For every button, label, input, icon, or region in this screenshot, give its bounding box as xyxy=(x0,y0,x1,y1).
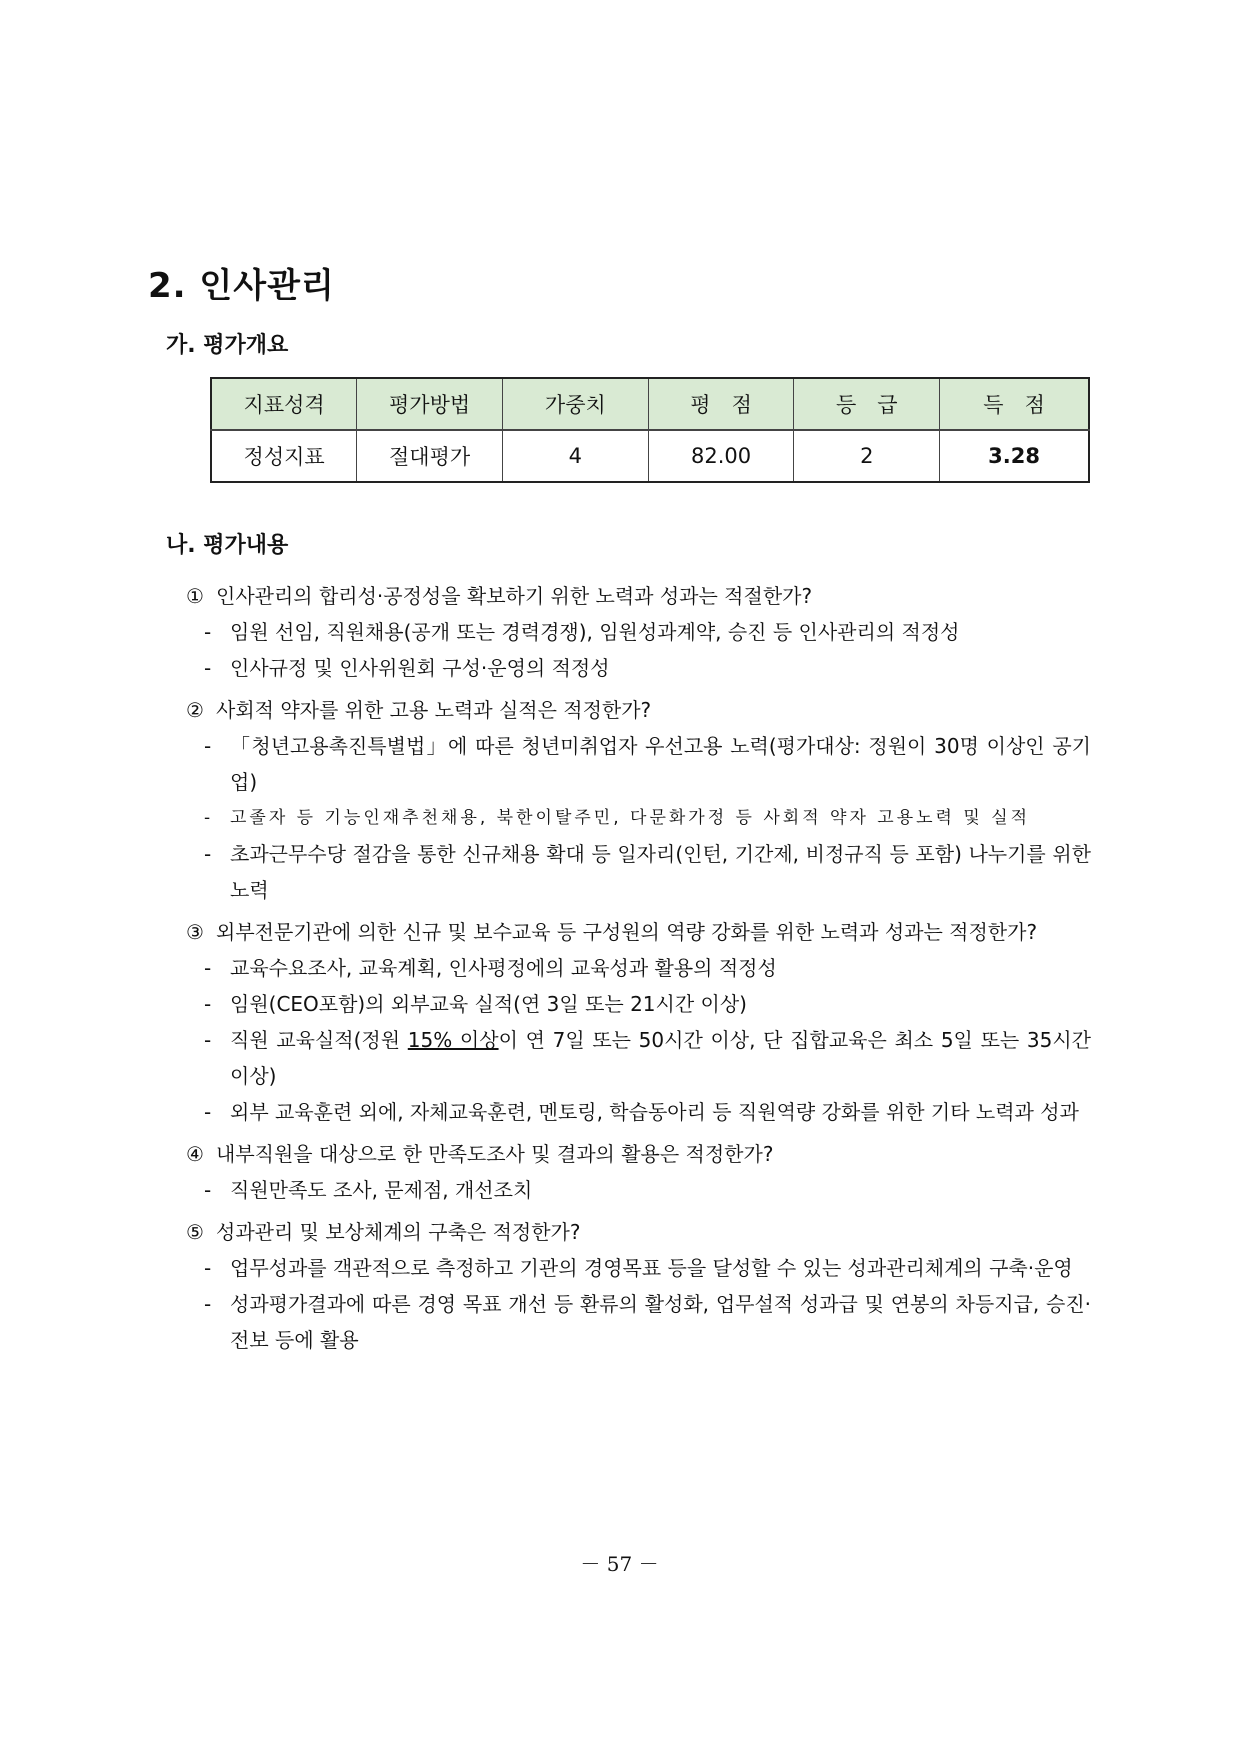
header-cell: 가중치 xyxy=(502,378,648,430)
evaluation-content xyxy=(186,578,1091,1364)
question xyxy=(186,914,1091,950)
question-number: ③ xyxy=(186,920,204,944)
header-cell: 지표성격 xyxy=(211,378,357,430)
subhead-evaluation-overview: 가. 평가개요 xyxy=(166,333,289,358)
bullet-item: - 인사규정 및 인사위원회 구성·운영의 적정성 xyxy=(186,650,1091,686)
question xyxy=(186,692,1091,728)
dash-marker: - xyxy=(204,1256,212,1280)
header-cell: 평 점 xyxy=(648,378,794,430)
dash-marker: - xyxy=(204,1100,212,1124)
question-text: 사회적 약자를 위한 고용 노력과 실적은 적정한가? xyxy=(216,698,652,722)
table-cell: 절대평가 xyxy=(357,430,503,482)
question-number: ② xyxy=(186,698,204,722)
dash-marker: - xyxy=(204,956,212,980)
dash-marker: - xyxy=(204,734,212,758)
dash-marker: - xyxy=(204,1028,212,1052)
question-number: ⑤ xyxy=(186,1220,204,1244)
question xyxy=(186,578,1091,614)
dash-marker: - xyxy=(204,842,212,866)
dash-marker: - xyxy=(204,656,212,680)
bullet-item: - 직원만족도 조사, 문제점, 개선조치 xyxy=(186,1172,1091,1208)
question-group xyxy=(186,692,1091,908)
dash-marker: - xyxy=(204,1292,212,1316)
bullet-item: - 임원 선임, 직원채용(공개 또는 경력경쟁), 임원성과계약, 승진 등 인사관리의 적정성 xyxy=(186,614,1091,650)
bullet-item: - 고졸자 등 기능인재추천채용, 북한이탈주민, 다문화가정 등 사회적 약자 고용노력 및 실적 xyxy=(186,800,1091,836)
table-cell: 2 xyxy=(794,430,940,482)
question-text: 외부전문기관에 의한 신규 및 보수교육 등 구성원의 역량 강화를 위한 노력과 성과는 적정한가? xyxy=(216,920,1038,944)
dash-marker: - xyxy=(204,1178,212,1202)
page-number: － 57 － xyxy=(580,1552,659,1576)
question-text: 내부직원을 대상으로 한 만족도조사 및 결과의 활용은 적정한가? xyxy=(216,1142,774,1166)
bullet-item: - 직원 교육실적(정원 15% 이상이 연 7일 또는 50시간 이상, 단 집합교육은 최소 5일 또는 35시간 이상) xyxy=(186,1022,1091,1094)
bullet-item: - 초과근무수당 절감을 통한 신규채용 확대 등 일자리(인턴, 기간제, 비정규직 등 포함) 나누기를 위한 노력 xyxy=(186,836,1091,908)
dash-marker: - xyxy=(204,808,214,828)
subhead-evaluation-content: 나. 평가내용 xyxy=(166,533,289,558)
question-group xyxy=(186,1214,1091,1358)
header-cell: 평가방법 xyxy=(357,378,503,430)
question xyxy=(186,1214,1091,1250)
bullet-item: - 성과평가결과에 따른 경영 목표 개선 등 환류의 활성화, 업무설적 성과급 및 연봉의 차등지급, 승진·전보 등에 활용 xyxy=(186,1286,1091,1358)
question-number: ④ xyxy=(186,1142,204,1166)
table-row xyxy=(211,430,1089,482)
underlined-text: 15% 이상 xyxy=(407,1028,499,1052)
bullet-item: - 교육수요조사, 교육계획, 인사평정에의 교육성과 활용의 적정성 xyxy=(186,950,1091,986)
question-text: 인사관리의 합리성·공정성을 확보하기 위한 노력과 성과는 적절한가? xyxy=(216,584,813,608)
question-group xyxy=(186,914,1091,1130)
question xyxy=(186,1136,1091,1172)
bullet-item: - 「청년고용촉진특별법」에 따른 청년미취업자 우선고용 노력(평가대상: 정원이 30명 이상인 공기업) xyxy=(186,728,1091,800)
table-cell-score: 3.28 xyxy=(940,430,1089,482)
dash-marker: - xyxy=(204,992,212,1016)
bullet-item: - 임원(CEO포함)의 외부교육 실적(연 3일 또는 21시간 이상) xyxy=(186,986,1091,1022)
question-group xyxy=(186,578,1091,686)
table-cell: 정성지표 xyxy=(211,430,357,482)
question-group xyxy=(186,1136,1091,1208)
table-header-row xyxy=(211,378,1089,430)
bullet-item: - 외부 교육훈련 외에, 자체교육훈련, 멘토링, 학습동아리 등 직원역량 강화를 위한 기타 노력과 성과 xyxy=(186,1094,1091,1130)
section-title: 2. 인사관리 xyxy=(148,266,335,306)
header-cell: 득 점 xyxy=(940,378,1089,430)
table-cell: 82.00 xyxy=(648,430,794,482)
question-number: ① xyxy=(186,584,204,608)
question-text: 성과관리 및 보상체계의 구축은 적정한가? xyxy=(216,1220,581,1244)
evaluation-summary-table xyxy=(210,377,1090,483)
bullet-item: - 업무성과를 객관적으로 측정하고 기관의 경영목표 등을 달성할 수 있는 성과관리체계의 구축·운영 xyxy=(186,1250,1091,1286)
header-cell: 등 급 xyxy=(794,378,940,430)
table-cell: 4 xyxy=(502,430,648,482)
dash-marker: - xyxy=(204,620,212,644)
